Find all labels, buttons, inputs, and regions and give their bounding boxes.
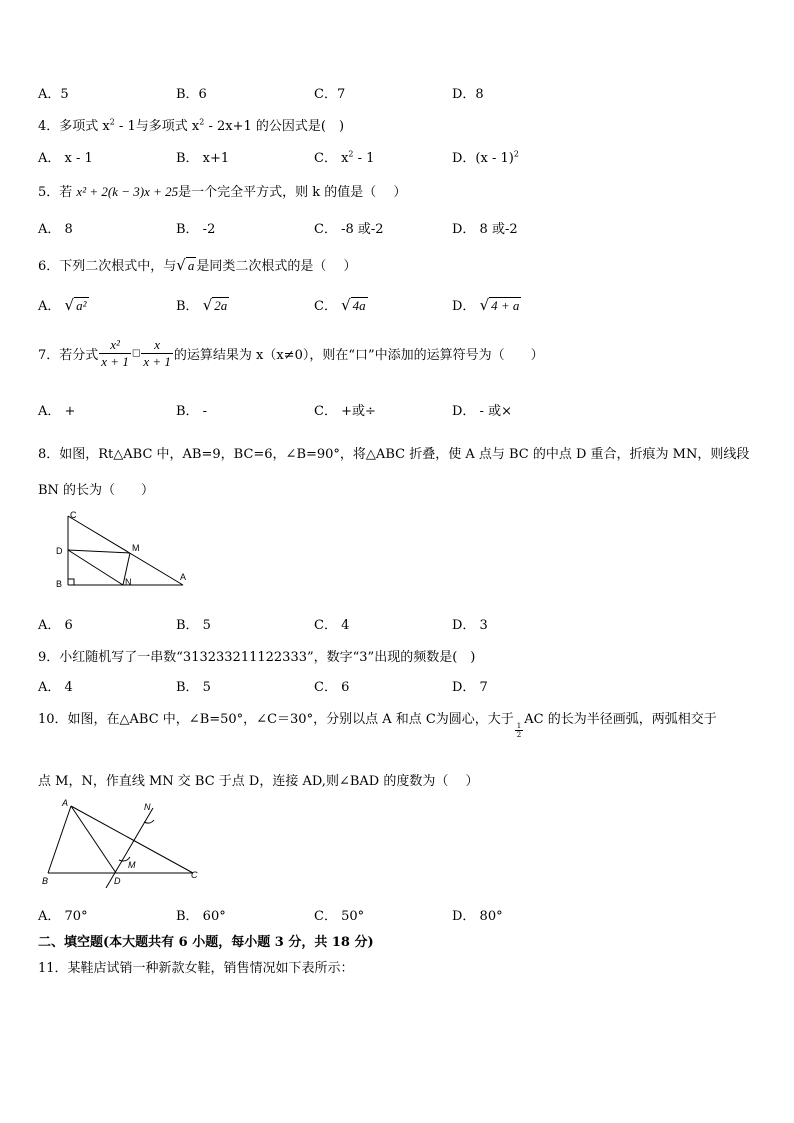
q8-figure bbox=[50, 508, 195, 590]
q5-expression: x² + 2(k − 3)x + 25 bbox=[76, 184, 179, 199]
segment-ab bbox=[48, 806, 71, 873]
option-c: C． 50° bbox=[314, 909, 365, 924]
option-a: A． 8 bbox=[38, 222, 73, 237]
option-b: B． 60° bbox=[176, 909, 226, 924]
label-a: A bbox=[62, 798, 69, 808]
segment-dn bbox=[68, 550, 123, 585]
option-c: C． 6 bbox=[314, 680, 350, 695]
segment-dm bbox=[68, 550, 130, 553]
option-c: C． √ 4a bbox=[314, 296, 366, 314]
label-a: A bbox=[180, 572, 187, 582]
option-d: D． 3 bbox=[452, 618, 488, 633]
fraction-2: $\frac{x}{x + 1}$ bbox=[143, 337, 171, 369]
q11-stem: 11．某鞋店试销一种新款女鞋，销售情况如下表所示： bbox=[38, 961, 354, 976]
option-c: C．7 bbox=[314, 87, 346, 102]
option-d: D． √ 4 + a bbox=[452, 296, 520, 314]
q8-stem-line1: 8．如图，Rt△ABC 中，AB=9，BC=6，∠B=90°，将△ABC 折叠，使 A 点与 BC 的中点 D 重合，折痕为 MN，则线段 bbox=[38, 447, 750, 462]
option-a: A． 6 bbox=[38, 618, 73, 633]
q8-stem-line2: BN 的长为（ ） bbox=[38, 483, 155, 498]
label-m: M bbox=[132, 543, 140, 553]
label-m: M bbox=[128, 860, 136, 870]
right-angle-mark bbox=[68, 579, 74, 585]
q10-stem-line2: 点 M，N，作直线 MN 交 BC 于点 D，连接 AD,则∠BAD 的度数为（ ） bbox=[38, 774, 479, 789]
option-c: C． $x^2 - 1$ bbox=[314, 149, 375, 166]
fraction-half: $\frac{1}{2}$ bbox=[516, 722, 522, 739]
option-d: D． 7 bbox=[452, 680, 488, 695]
q7-stem: 7．若分式 $\frac{\text{x²}}{x + 1}$ □ $\frac{x}{x + 1}$ 的运算结果为 x（x≠0），则在“口”中添加的运算符号为（ ） bbox=[38, 337, 544, 369]
option-b: B． 5 bbox=[176, 618, 211, 633]
q10-figure bbox=[36, 798, 208, 888]
option-c: C． -8 或-2 bbox=[314, 222, 384, 237]
label-b: B bbox=[56, 579, 63, 589]
option-a: A． 4 bbox=[38, 680, 73, 695]
option-b: B． 5 bbox=[176, 680, 211, 695]
option-b: B． x+1 bbox=[176, 151, 230, 166]
label-b: B bbox=[42, 876, 49, 886]
q10-stem-line1: 10．如图，在△ABC 中，∠B=50°，∠C＝30°，分别以点 A 和点 C为圆心，大于 $\frac{1}{2}$ AC 的长为半径画弧，两弧相交于 bbox=[38, 712, 717, 739]
option-d: D． 8 或-2 bbox=[452, 222, 518, 237]
q4-stem: 4．多项式 $x^2 - 1$与多项式 $x^2 - 2x+1$ 的公因式是( ) bbox=[38, 117, 345, 134]
label-c: C bbox=[70, 510, 77, 520]
label-c: C bbox=[191, 870, 198, 880]
option-c: C． +或÷ bbox=[314, 404, 376, 419]
option-a: A．5 bbox=[38, 87, 69, 102]
option-d: D． - 或× bbox=[452, 404, 512, 419]
label-d: D bbox=[114, 876, 121, 886]
section-title: 二、填空题(本大题共有 6 小题，每小题 3 分，共 18 分) bbox=[38, 935, 374, 950]
label-n: N bbox=[144, 802, 151, 812]
option-c: C． 4 bbox=[314, 618, 350, 633]
label-d: D bbox=[56, 546, 63, 556]
option-a: A． 70° bbox=[38, 909, 88, 924]
option-b: B． -2 bbox=[176, 222, 216, 237]
option-d: D．8 bbox=[452, 87, 484, 102]
option-b: B． - bbox=[176, 404, 208, 419]
q5-stem: 5．若 x² + 2(k − 3)x + 25是一个完全平方式，则 k 的值是（ ） bbox=[38, 184, 407, 200]
option-b: B．6 bbox=[176, 87, 207, 102]
option-a: A． x - 1 bbox=[38, 151, 93, 166]
segment-ad bbox=[71, 806, 116, 873]
option-d: D． 80° bbox=[452, 909, 503, 924]
option-a: A． √ a² bbox=[38, 296, 87, 314]
fraction-1: $\frac{\text{x²}}{x + 1}$ bbox=[101, 337, 129, 369]
q9-stem: 9．小红随机写了一串数“313233211122333”，数字“3”出现的频数是( ) bbox=[38, 650, 476, 665]
option-d: D．(x - 1)$^2$ bbox=[452, 149, 519, 166]
q6-stem: 6．下列二次根式中，与√ a 是同类二次根式的是（ ） bbox=[38, 256, 357, 274]
option-a: A． + bbox=[38, 404, 76, 419]
option-b: B． √ 2a bbox=[176, 296, 228, 314]
label-n: N bbox=[125, 577, 132, 587]
